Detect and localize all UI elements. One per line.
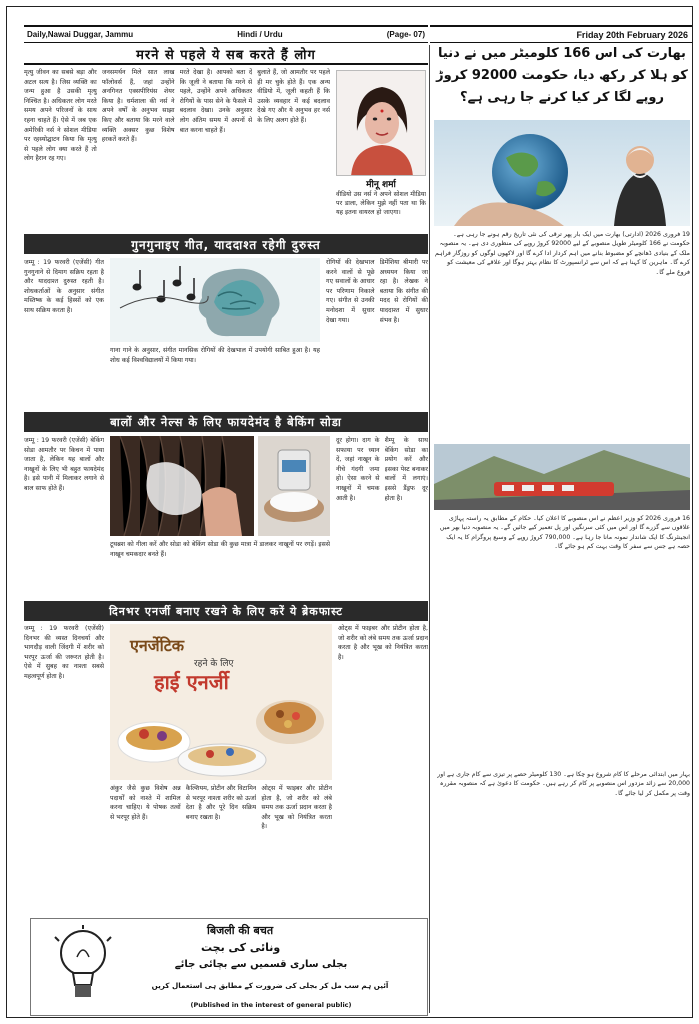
article4-body-right [338,624,428,910]
article1-headline: मरने से पहले ये सब करते हैं लोग [24,45,428,65]
author-photo [336,70,426,176]
urdu-headline-2: کو ہلا کر رکھ دیا، حکومت 92000 کروڑ [436,68,688,83]
article2-col2: गाना गाने के अनुसार, संगीत मानसिक रोगियों की देखभाल में उपयोगी साबित हुआ है। यह शोध कई विश्वविद्यालयों में किया गया। [110,347,320,364]
electricity-saving-ad [30,918,428,1016]
globe-leader-image [434,120,690,226]
breakfast-image-title: एनर्जेटिक [130,636,185,655]
article4-col5: ओट्स में फाइबर और प्रोटीन होता है, जो शरीर को लंबे समय तक ऊर्जा प्रदान करता है और भूख को नियंत्रित करता है। [338,625,428,661]
author-name: मीनू शर्मा [366,180,396,190]
urdu-headline-1: بھارت کی اس 166 کلومیٹر میں نے دنیا [438,46,686,61]
article4-col1: जम्मू : 19 फरवरी (एजेंसी) दिनभर की व्यस्त दिनचर्या और भागदौड़ वाली जिंदगी में शरीर को भरपूर ऊर्जा की जरूरत होती है। ऐसे में सुबह का नाश्ता सबसे महत्वपूर्ण होता है। [24,625,104,680]
article2-body-left [24,258,104,410]
article2-col4: डिमेंशिया बीमारी पर अध्ययन किया जा रहा है। लेखक ने बताया कि संगीत की मदद से रोगियों की याददाश्त में सुधार संभव है। [379,259,428,324]
article1-photo-caption: वीडियो उस नर्स ने अपने सोशल मीडिया पर डाला, लेकिन मुझे नहीं पता था कि यह इतना वायरल हो जाएगा। [336,191,426,216]
article3-col4: शैम्पू के साथ बेकिंग सोडा का प्रयोग करें और इसका पेस्ट बनाकर बालों में लगाएं। इससे डैंड्रफ दूर होता है। [384,437,428,502]
article4-col4: ओट्स में फाइबर और प्रोटीन होता है, जो शरीर को लंबे समय तक ऊर्जा प्रदान करता है और भूख को नियंत्रित करता है। [261,785,332,831]
article2-col3: रोगियों की देखभाल करने वालों से पूछे गए सवालों के आधार पर परिणाम निकाले गए। संगीत से उनकी मनोदशा में सुधार देखा गया। [326,259,375,324]
breakfast-image [110,624,332,780]
baking-soda-image [258,436,330,536]
urdu-story-part3: بہار میں ابتدائی مرحلے کا کام شروع ہو چکا ہے۔ 130 کلومیٹر حصے پر تیزی سے کام جاری ہے اور 20,000 سے زائد مزدور اس منصوبے پر کام کر رہے ہیں۔ حکومت کا دعویٰ ہے کہ منصوبہ مقررہ وقت پر مکمل کر لیا جائے گا۔ [437,771,690,797]
breakfast-image-big: हाई एनर्जी [154,670,229,694]
article3-body-right [336,436,428,598]
masthead [24,25,428,43]
ad-line4: آئیں ہم سب مل کر بجلی کی ضرورت کے مطابق ہی استعمال کریں [151,981,389,990]
article1-col3: मरते देखा है। आपको बता दें कि जूली ने बताया कि मरने से पहले, उन्होंने अपने अधिकतर रोगियों के पास सेने के फैसले में बदलाव देखा। उनके अनुसार लोग अंतिम समय में अपनों से बात करना चाहते हैं। [179,69,253,134]
article4-body-bottom [110,784,332,910]
column-divider [429,45,430,1013]
railway-image [434,444,690,510]
ad-line3: بجلی ساری قسمیں سے بچائی جائے [174,959,348,970]
article2-col1: जम्मू : 19 फरवरी (एजेंसी) गीत गुनगुनाने से दिमाग सक्रिय रहता है और याददाश्त दुरुस्त रहती है। शोधकर्ताओं के अनुसार संगीत मस्तिष्क के कई हिस्सों को एक साथ सक्रिय करता है। [24,259,104,314]
page-number: (Page- 07) [386,30,425,39]
hair-nails-image [110,436,254,536]
lightbulb-icon [53,923,113,1013]
ad-line5: (Published in the interest of general public) [190,1001,352,1009]
breakfast-image-sub: रहने के लिए [194,659,234,669]
urdu-story-part2: 16 فروری 2026 کو وزیر اعظم نے اس منصوبے کا اعلان کیا۔ حکام کے مطابق یہ راستہ پہاڑی علاقوں سے گزرے گا اور اس میں کئی سرنگیں اور پل تعمیر کیے جائیں گے۔ یہ منصوبہ دنیا بھر میں انجینئرنگ کا ایک شاندار نمونہ مانا جا رہا ہے۔ 790,000 کروڑ روپے کے وسیع پروگرام کا یہ ایک حصہ ہے جس سے سفر کا وقت بہت کم ہو جائے گا۔ [439,515,690,551]
article3-col3: दूर होगा। दाग के सफाया पर ध्यान दें, जहां नाखून के नीचे गंदगी जमा हो। ऐसा करने से नाखूनों में चमक आती है। [336,437,380,502]
article4-body-left [24,624,104,910]
ad-line2: ونائی کی بچت [201,941,281,954]
page-language: Hindi / Urdu [237,30,283,39]
article3-col2: टूथब्रश को गीला करें और सोडा को बेकिंग सोडा की कुछ मात्रा में डालकर नाखूनों पर रगड़ें। इससे नाखून चमकदार बनते हैं। [110,541,330,558]
article3-col1: जम्मू : 19 फरवरी (एजेंसी) बेकिंग सोडा आमतौर पर किचन में पाया जाता है, लेकिन यह बालों और नाखूनों के लिए भी बहुत फायदेमंद है। इसे पानी में मिलाकर लगाने से बाल साफ होते हैं। [24,437,104,492]
urdu-headline-3: روپے لگا کر کیا کرنے جا رہی ہے؟ [460,90,664,105]
article3-body-left [24,436,104,598]
article2-body-right [326,258,428,410]
article1-body [24,68,330,232]
ad-line1: बिजली की बचत [207,924,274,937]
article4-headline: दिनभर एनर्जी बनाए रखने के लिए करें ये ब्रेकफास्ट [24,601,428,621]
article3-body-mid [110,540,330,598]
article1-col4: बुलाते हैं, जो आमतौर पर पहले ही मर चुके होते हैं। एक अन्य वीडियो में, जूली कहती हैं कि उसके व्यवहार में कई बदलाव देखे गए और ये अनुभव हर नर्स के लिए अलग होते हैं। [257,69,330,124]
article2-body-mid [110,346,320,410]
paper-name: Daily,Nawai Duggar, Jammu [27,30,134,39]
issue-date: Friday 20th February 2026 [430,25,692,43]
article2-headline: गुनगुनाइए गीत, याददाश्त रहेगी दुरुस्त [24,234,428,254]
article1-col1: मृत्यु जीवन का सबसे बड़ा और अटल सत्य है। जिस व्यक्ति का जन्म हुआ है उसकी मृत्यु निश्चित है। अधिकतर लोग मरते समय अपने परिजनों के साथ रहना चाहते हैं। ऐसे में जब एक अमेरिकी नर्स ने सोशल मीडिया पर रहस्योद्घाटन किया कि मृत्यु से पहले लोग क्या करते हैं तो लोग हैरान रह गए। [24,69,97,163]
article3-headline: बालों और नेल्स के लिए फायदेमंद है बेकिंग सोडा [24,412,428,432]
article4-col3: कैल्शियम, प्रोटीन और विटामिन से भरपूर नाश्ता शरीर को ऊर्जा देता है और पूरे दिन सक्रिय बनाए रखता है। [185,785,257,821]
music-brain-image [110,258,320,342]
article4-col2: अंकुर जैसे कुछ विशेष अन्न पदार्थों को नाश्ते में शामिल करना चाहिए। ये पोषक तत्वों से भरपूर होते हैं। [110,785,181,821]
article1-col2: जनसमर्थन मिले सात लाख फॉलोवर्स हैं, जहां उन्होंने अनगिनत एक्सपीरियंस शेयर किया है। धर्मशाला की नर्स ने अपने वर्षों के अनुभव साझा किए और बताया कि मरने वाले व्यक्ति अक्सर कुछ विशेष हरकतें करते हैं। [101,69,175,144]
urdu-story-part1: 19 فروری 2026 (ادارتی) بھارت میں ایک بار پھر ترقی کی نئی تاریخ رقم ہونے جا رہی ہے۔ حکومت نے 166 کلومیٹر طویل منصوبے کے لیے 92000 کروڑ روپے کی منظوری دی ہے۔ یہ منصوبہ ملک کے بنیادی ڈھانچے کو مضبوط بنانے میں اہم کردار ادا کرے گا اور لاکھوں لوگوں کو روزگار فراہم کرے گا۔ ماہرین کا کہنا ہے کہ اس سے ٹرانسپورٹ کا نظام بہتر ہوگا اور علاقے کی معیشت کو فروغ ملے گا۔ [435,231,690,276]
